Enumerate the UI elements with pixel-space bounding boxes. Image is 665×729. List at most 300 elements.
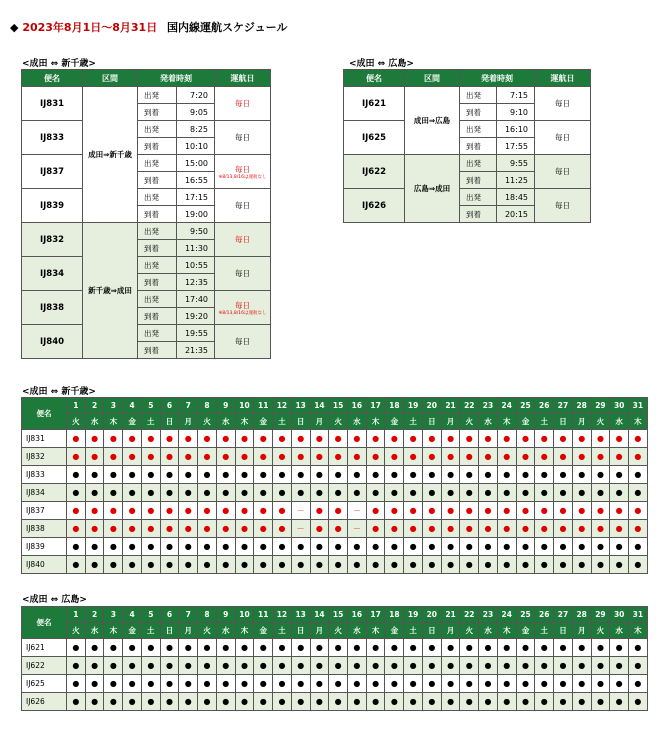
service-dot: ● bbox=[353, 434, 361, 443]
suspension-note: ※8/13,8/16は運航なし bbox=[218, 174, 267, 180]
calendar-weekday: 金 bbox=[516, 623, 535, 639]
service-dot: ● bbox=[428, 542, 436, 551]
service-dot: ● bbox=[447, 697, 455, 706]
service-dot: ● bbox=[615, 470, 623, 479]
calendar-weekday: 木 bbox=[366, 623, 385, 639]
calendar-cell bbox=[104, 484, 123, 502]
calendar-cell bbox=[366, 538, 385, 556]
calendar-cell bbox=[104, 430, 123, 448]
calendar-flight-name: IJ832 bbox=[22, 448, 67, 466]
calendar-cell bbox=[235, 675, 254, 693]
calendar-cell bbox=[366, 693, 385, 711]
calendar-day: 6 bbox=[160, 398, 179, 414]
service-dot: ● bbox=[109, 452, 117, 461]
service-dot: ● bbox=[372, 452, 380, 461]
service-dot: ● bbox=[72, 506, 80, 515]
calendar-cell bbox=[141, 466, 160, 484]
calendar-cell bbox=[310, 538, 329, 556]
calendar-day: 24 bbox=[497, 398, 516, 414]
calendar-day: 2 bbox=[85, 607, 104, 623]
service-dot: ● bbox=[465, 560, 473, 569]
service-dot: ● bbox=[372, 488, 380, 497]
calendar-cell bbox=[85, 639, 104, 657]
calendar-weekday: 水 bbox=[348, 414, 367, 430]
calendar-cell bbox=[385, 693, 404, 711]
service-dot: ● bbox=[559, 542, 567, 551]
service-dot: ● bbox=[128, 452, 136, 461]
service-dot: ● bbox=[503, 488, 511, 497]
service-dot: ● bbox=[222, 452, 230, 461]
service-dot: ● bbox=[334, 434, 342, 443]
calendar-cell bbox=[610, 639, 629, 657]
calendar-cell bbox=[104, 556, 123, 574]
service-dot: ● bbox=[297, 488, 305, 497]
service-dot: ● bbox=[409, 506, 417, 515]
calendar-cell bbox=[554, 520, 573, 538]
service-dot: ● bbox=[596, 452, 604, 461]
calendar-cell bbox=[310, 675, 329, 693]
header-flight: 便名 bbox=[344, 70, 405, 87]
calendar-day: 14 bbox=[310, 607, 329, 623]
service-dot: ● bbox=[315, 470, 323, 479]
calendar-weekday: 火 bbox=[591, 414, 610, 430]
service-dot: ● bbox=[465, 524, 473, 533]
suspension-note: ※8/13,8/16は運航なし bbox=[218, 310, 267, 316]
calendar-cell bbox=[572, 675, 591, 693]
calendar-day: 17 bbox=[366, 398, 385, 414]
calendar-cell bbox=[385, 675, 404, 693]
service-dot: ● bbox=[353, 560, 361, 569]
service-dot: ● bbox=[484, 560, 492, 569]
calendar-cell bbox=[123, 657, 142, 675]
calendar-cell bbox=[310, 556, 329, 574]
service-dot: ● bbox=[353, 661, 361, 670]
service-dot: ● bbox=[615, 506, 623, 515]
days-text: 毎日 bbox=[235, 337, 250, 346]
service-dot: ● bbox=[615, 661, 623, 670]
calendar-cell bbox=[216, 520, 235, 538]
calendar-weekday: 月 bbox=[572, 623, 591, 639]
calendar-cell bbox=[216, 502, 235, 520]
operation-days bbox=[535, 87, 591, 121]
calendar-day: 16 bbox=[348, 607, 367, 623]
service-dot: ● bbox=[522, 488, 529, 497]
calendar-cell bbox=[516, 639, 535, 657]
calendar-cell bbox=[198, 448, 217, 466]
service-dot: ● bbox=[315, 524, 323, 533]
service-dot: ● bbox=[259, 679, 267, 688]
route-cell: 新千歳⇒成田 bbox=[83, 223, 138, 359]
service-dot: ● bbox=[72, 488, 80, 497]
flight-name: IJ838 bbox=[22, 291, 83, 325]
calendar-cell bbox=[67, 502, 86, 520]
service-dot: ● bbox=[484, 661, 492, 670]
calendar-cell bbox=[198, 556, 217, 574]
calendar-flight-name: IJ838 bbox=[22, 520, 67, 538]
departure-label: 出発 bbox=[138, 189, 177, 206]
service-dot: ● bbox=[372, 506, 380, 515]
service-dot: ● bbox=[615, 524, 623, 533]
service-dot: ● bbox=[522, 452, 529, 461]
service-dot: ● bbox=[503, 506, 511, 515]
service-dot: ● bbox=[484, 643, 492, 652]
operation-days bbox=[215, 155, 271, 189]
calendar-cell bbox=[535, 430, 554, 448]
service-dot: ● bbox=[147, 470, 155, 479]
calendar-row bbox=[22, 466, 648, 484]
service-dot: ● bbox=[503, 679, 511, 688]
service-dot: ● bbox=[390, 679, 398, 688]
header-days: 運航日 bbox=[215, 70, 271, 87]
service-dot: ● bbox=[128, 661, 136, 670]
service-dot: ● bbox=[315, 679, 323, 688]
calendar-cell bbox=[460, 657, 479, 675]
arrival-label: 到着 bbox=[138, 172, 177, 189]
header-flight: 便名 bbox=[22, 70, 83, 87]
calendar-cell bbox=[273, 657, 292, 675]
service-dot: ● bbox=[315, 697, 323, 706]
calendar-day: 28 bbox=[572, 398, 591, 414]
service-dot: ● bbox=[615, 697, 623, 706]
calendar-cell bbox=[67, 520, 86, 538]
service-dot: ● bbox=[109, 506, 117, 515]
calendar-weekday: 月 bbox=[441, 414, 460, 430]
calendar-cell bbox=[516, 657, 535, 675]
calendar-weekday: 木 bbox=[104, 623, 123, 639]
service-dot: ● bbox=[72, 560, 80, 569]
departure-time: 19:55 bbox=[177, 325, 215, 342]
service-dot: ● bbox=[615, 542, 623, 551]
calendar-cell bbox=[385, 657, 404, 675]
calendar-cell bbox=[329, 556, 348, 574]
calendar-cell bbox=[535, 466, 554, 484]
service-dot: ● bbox=[540, 434, 548, 443]
calendar-weekday: 金 bbox=[254, 414, 273, 430]
calendar-cell bbox=[179, 448, 198, 466]
service-dot: ● bbox=[465, 506, 473, 515]
calendar-weekday-row bbox=[22, 414, 648, 430]
calendar-row bbox=[22, 693, 648, 711]
calendar-cell bbox=[141, 484, 160, 502]
calendar-cell bbox=[235, 693, 254, 711]
calendar-cell bbox=[591, 520, 610, 538]
calendar-cell bbox=[385, 430, 404, 448]
calendar-cell bbox=[104, 693, 123, 711]
calendar-weekday: 土 bbox=[273, 623, 292, 639]
calendar-cell bbox=[460, 502, 479, 520]
calendar-cell bbox=[235, 657, 254, 675]
calendar-cell bbox=[67, 693, 86, 711]
service-dot: ● bbox=[559, 506, 567, 515]
service-dot: ● bbox=[72, 524, 80, 533]
service-dot: ● bbox=[353, 470, 361, 479]
arrival-time: 19:00 bbox=[177, 206, 215, 223]
service-dot: ● bbox=[184, 542, 192, 551]
days-text: 毎日 bbox=[235, 164, 250, 174]
calendar-cell bbox=[404, 639, 423, 657]
calendar-cell bbox=[629, 520, 648, 538]
arrival-label: 到着 bbox=[138, 240, 177, 257]
service-dot: ● bbox=[390, 560, 398, 569]
service-dot: ● bbox=[315, 452, 323, 461]
service-dot: ● bbox=[184, 506, 192, 515]
calendar-cell bbox=[366, 502, 385, 520]
calendar-day: 15 bbox=[329, 398, 348, 414]
arrival-time: 11:30 bbox=[177, 240, 215, 257]
service-dot: ● bbox=[184, 643, 192, 652]
calendar-cell bbox=[554, 657, 573, 675]
service-dot: ● bbox=[409, 470, 417, 479]
service-dot: ● bbox=[240, 452, 248, 461]
calendar-cell bbox=[479, 430, 498, 448]
calendar-cell bbox=[291, 466, 310, 484]
service-dot: ● bbox=[203, 679, 211, 688]
calendar-cell bbox=[497, 538, 516, 556]
days-text: 毎日 bbox=[235, 99, 250, 108]
calendar-cell bbox=[291, 502, 310, 520]
calendar-cell bbox=[404, 657, 423, 675]
service-dot: ● bbox=[353, 542, 361, 551]
service-dot: ● bbox=[447, 452, 455, 461]
calendar-cell bbox=[254, 556, 273, 574]
service-dot: ● bbox=[409, 661, 417, 670]
calendar-cell bbox=[235, 520, 254, 538]
service-dot: ● bbox=[128, 697, 136, 706]
service-dot: ● bbox=[428, 524, 436, 533]
calendar-day: 10 bbox=[235, 398, 254, 414]
calendar-cell bbox=[291, 675, 310, 693]
calendar-cell bbox=[366, 430, 385, 448]
service-dot: ● bbox=[372, 643, 380, 652]
service-dot: ● bbox=[409, 524, 417, 533]
calendar-day: 3 bbox=[104, 607, 123, 623]
calendar-cell bbox=[591, 484, 610, 502]
service-dot: ● bbox=[278, 679, 286, 688]
service-dot: ● bbox=[522, 697, 529, 706]
service-dot: ● bbox=[222, 488, 230, 497]
calendar-weekday: 金 bbox=[254, 623, 273, 639]
calendar-cell bbox=[460, 675, 479, 693]
departure-label: 出発 bbox=[138, 257, 177, 274]
calendar-cell bbox=[516, 520, 535, 538]
calendar-day: 9 bbox=[216, 607, 235, 623]
calendar-cell bbox=[198, 430, 217, 448]
service-dot: ● bbox=[72, 697, 80, 706]
calendar-cell bbox=[516, 484, 535, 502]
flight-name: IJ625 bbox=[344, 121, 405, 155]
calendar-cell bbox=[67, 484, 86, 502]
departure-time: 10:55 bbox=[177, 257, 215, 274]
service-dot: ● bbox=[315, 488, 323, 497]
service-dot: ● bbox=[278, 434, 286, 443]
calendar-day: 27 bbox=[554, 398, 573, 414]
service-dot: ● bbox=[109, 542, 117, 551]
service-dot: ● bbox=[222, 697, 230, 706]
arrival-label: 到着 bbox=[138, 342, 177, 359]
calendar-cell bbox=[216, 657, 235, 675]
service-dot: ● bbox=[465, 542, 473, 551]
calendar-cell bbox=[254, 657, 273, 675]
calendar-weekday: 木 bbox=[366, 414, 385, 430]
service-dot: ● bbox=[522, 643, 529, 652]
service-dot: ● bbox=[72, 452, 80, 461]
calendar-cell bbox=[460, 430, 479, 448]
service-dot: ● bbox=[596, 506, 604, 515]
service-dot: ● bbox=[109, 643, 117, 652]
service-dot: ● bbox=[184, 697, 192, 706]
calendar-cell bbox=[385, 520, 404, 538]
service-dot: ● bbox=[540, 452, 548, 461]
service-dot: ● bbox=[596, 524, 604, 533]
service-dot: ● bbox=[240, 661, 248, 670]
calendar-day: 22 bbox=[460, 398, 479, 414]
calendar-cell bbox=[254, 520, 273, 538]
service-dot: ● bbox=[503, 697, 511, 706]
calendar-cell bbox=[85, 466, 104, 484]
calendar-cell bbox=[479, 502, 498, 520]
calendar-cell bbox=[348, 657, 367, 675]
calendar-cell bbox=[404, 675, 423, 693]
flight-name: IJ832 bbox=[22, 223, 83, 257]
calendar-cell bbox=[591, 556, 610, 574]
service-dot: ● bbox=[465, 488, 473, 497]
calendar-weekday: 水 bbox=[85, 623, 104, 639]
operation-days bbox=[215, 291, 271, 325]
calendar-cell bbox=[535, 556, 554, 574]
calendar-day-row bbox=[22, 398, 648, 414]
arrival-time: 12:35 bbox=[177, 274, 215, 291]
service-dot: ● bbox=[390, 697, 398, 706]
service-dot: ● bbox=[109, 679, 117, 688]
service-dot: ● bbox=[315, 506, 323, 515]
calendar-cell bbox=[629, 466, 648, 484]
calendar-row bbox=[22, 639, 648, 657]
service-dot: ● bbox=[72, 661, 80, 670]
calendar-weekday: 日 bbox=[422, 414, 441, 430]
calendar-cell bbox=[198, 484, 217, 502]
calendar-cell bbox=[441, 502, 460, 520]
calendar-cell bbox=[179, 520, 198, 538]
calendar-cell bbox=[404, 430, 423, 448]
calendar-cell bbox=[629, 639, 648, 657]
calendar-cell bbox=[441, 639, 460, 657]
calendar-cell bbox=[610, 430, 629, 448]
service-dot: ● bbox=[315, 560, 323, 569]
service-dot: ● bbox=[428, 643, 436, 652]
header-time: 発着時刻 bbox=[138, 70, 215, 87]
service-dot: ● bbox=[540, 697, 548, 706]
service-dot: ● bbox=[447, 506, 455, 515]
calendar-cell bbox=[216, 639, 235, 657]
calendar-weekday: 火 bbox=[198, 623, 217, 639]
service-dot: ● bbox=[203, 488, 211, 497]
calendar-cell bbox=[422, 693, 441, 711]
service-dot: ● bbox=[634, 488, 642, 497]
service-dot: ● bbox=[166, 542, 174, 551]
calendar-cell bbox=[141, 502, 160, 520]
no-service-mark: － bbox=[352, 524, 361, 533]
service-dot: ● bbox=[390, 470, 398, 479]
calendar-cell bbox=[291, 693, 310, 711]
calendar-row bbox=[22, 502, 648, 520]
calendar-flight-name: IJ622 bbox=[22, 657, 67, 675]
calendar-cell bbox=[160, 657, 179, 675]
service-dot: ● bbox=[91, 661, 99, 670]
calendar-cell bbox=[479, 520, 498, 538]
calendar-cell bbox=[348, 675, 367, 693]
calendar-day: 29 bbox=[591, 398, 610, 414]
calendar-weekday: 火 bbox=[198, 414, 217, 430]
calendar-weekday: 木 bbox=[104, 414, 123, 430]
service-dot: ● bbox=[559, 488, 567, 497]
calendar-cell bbox=[104, 639, 123, 657]
calendar-cell bbox=[348, 502, 367, 520]
calendar-cell bbox=[554, 448, 573, 466]
operation-days bbox=[535, 155, 591, 189]
calendar-day: 15 bbox=[329, 607, 348, 623]
calendar-cell bbox=[123, 538, 142, 556]
calendar-cell bbox=[479, 466, 498, 484]
calendar-cell bbox=[441, 556, 460, 574]
service-dot: ● bbox=[91, 697, 99, 706]
flight-name: IJ621 bbox=[344, 87, 405, 121]
service-dot: ● bbox=[465, 434, 473, 443]
calendar-cell bbox=[535, 448, 554, 466]
calendar-cell bbox=[123, 430, 142, 448]
calendar-cell bbox=[254, 466, 273, 484]
calendar-flight-name: IJ839 bbox=[22, 538, 67, 556]
calendar-cell bbox=[85, 502, 104, 520]
calendar-cell bbox=[273, 639, 292, 657]
days-text: 毎日 bbox=[235, 201, 250, 210]
calendar-flight-name: IJ834 bbox=[22, 484, 67, 502]
service-dot: ● bbox=[522, 560, 529, 569]
calendar-weekday: 水 bbox=[348, 623, 367, 639]
calendar-cell bbox=[422, 466, 441, 484]
departure-label: 出発 bbox=[138, 87, 177, 104]
service-dot: ● bbox=[409, 679, 417, 688]
calendar-cell bbox=[67, 448, 86, 466]
calendar-cell bbox=[404, 466, 423, 484]
service-dot: ● bbox=[522, 679, 529, 688]
operation-days bbox=[215, 121, 271, 155]
departure-label: 出発 bbox=[138, 325, 177, 342]
service-dot: ● bbox=[559, 661, 567, 670]
flight-row bbox=[22, 189, 271, 206]
title-text: 国内線運航スケジュール bbox=[167, 21, 288, 34]
calendar-weekday: 日 bbox=[554, 414, 573, 430]
calendar-cell bbox=[591, 693, 610, 711]
calendar-cell bbox=[460, 693, 479, 711]
service-dot: ● bbox=[390, 524, 398, 533]
service-dot: ● bbox=[91, 542, 99, 551]
calendar-weekday: 水 bbox=[610, 414, 629, 430]
calendar-cell bbox=[291, 484, 310, 502]
service-dot: ● bbox=[484, 524, 492, 533]
calendar-cell bbox=[67, 657, 86, 675]
service-dot: ● bbox=[147, 661, 155, 670]
section-label-calendar-cts: <成田 ⇔ 新千歳> bbox=[22, 387, 96, 397]
calendar-cell bbox=[273, 448, 292, 466]
calendar-weekday: 木 bbox=[235, 623, 254, 639]
service-dot: ● bbox=[109, 697, 117, 706]
service-dot: ● bbox=[503, 470, 511, 479]
calendar-cell bbox=[123, 693, 142, 711]
calendar-day: 30 bbox=[610, 607, 629, 623]
service-dot: ● bbox=[334, 643, 342, 652]
calendar-cell bbox=[216, 466, 235, 484]
service-dot: ● bbox=[484, 434, 492, 443]
